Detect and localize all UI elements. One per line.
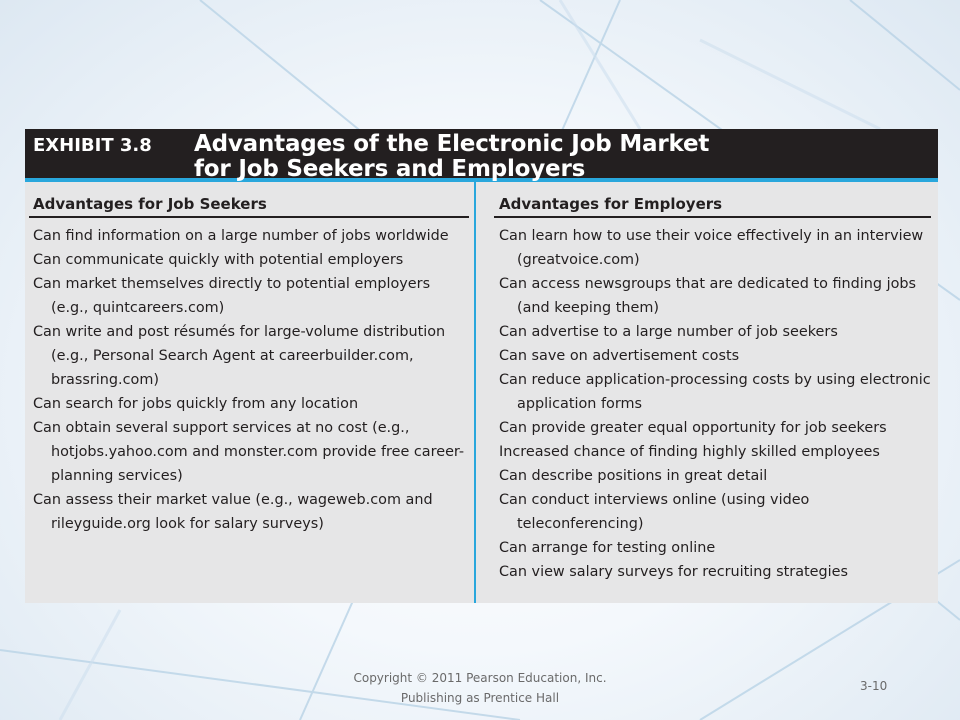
job-seekers-list xyxy=(33,224,469,536)
list-item: Can view salary surveys for recruiting strategies xyxy=(499,564,848,580)
job-seekers-heading-rule xyxy=(29,216,469,218)
list-item: Can obtain several support services at no cost (e.g., hotjobs.yahoo.com and monster.com provide free career-planning services) xyxy=(33,420,465,484)
list-item: Can arrange for testing online xyxy=(499,540,716,556)
exhibit-label: EXHIBIT 3.8 xyxy=(33,135,152,156)
list-item: Can write and post résumés for large-volume distribution (e.g., Personal Search Agent at careerbuilder.com, brassring.com) xyxy=(33,324,446,388)
list-item: Can advertise to a large number of job seekers xyxy=(499,324,838,340)
job-seekers-heading: Advantages for Job Seekers xyxy=(33,195,267,213)
employers-list xyxy=(499,224,935,584)
list-item: Can access newsgroups that are dedicated to finding jobs (and keeping them) xyxy=(499,276,917,316)
list-item: Increased chance of finding highly skilled employees xyxy=(499,444,880,460)
list-item: Can describe positions in great detail xyxy=(499,468,768,484)
list-item: Can save on advertisement costs xyxy=(499,348,740,364)
copyright-line-2: Publishing as Prentice Hall xyxy=(400,691,560,705)
list-item: Can market themselves directly to potential employers (e.g., quintcareers.com) xyxy=(33,276,431,316)
employers-heading: Advantages for Employers xyxy=(499,195,723,213)
copyright-line-1: Copyright © 2011 Pearson Education, Inc. xyxy=(353,671,607,685)
exhibit-title-line-1: Advantages of the Electronic Job Market xyxy=(194,131,710,157)
list-item: Can communicate quickly with potential employers xyxy=(33,252,404,268)
exhibit-title xyxy=(194,132,709,182)
list-item: Can learn how to use their voice effectively in an interview (greatvoice.com) xyxy=(499,228,924,268)
employers-heading-rule xyxy=(494,216,931,218)
page-number: 3-10 xyxy=(860,679,888,693)
exhibit-table xyxy=(25,129,938,603)
exhibit-header xyxy=(25,129,938,182)
list-item: Can conduct interviews online (using video teleconferencing) xyxy=(499,492,810,532)
list-item: Can assess their market value (e.g., wageweb.com and rileyguide.org look for salary surveys) xyxy=(33,492,433,532)
list-item: Can find information on a large number of jobs worldwide xyxy=(33,228,449,244)
copyright-notice xyxy=(300,668,660,708)
list-item: Can search for jobs quickly from any location xyxy=(33,396,359,412)
column-divider xyxy=(474,182,476,603)
list-item: Can reduce application-processing costs by using electronic application forms xyxy=(499,372,931,412)
exhibit-title-line-2: for Job Seekers and Employers xyxy=(194,156,586,182)
list-item: Can provide greater equal opportunity for job seekers xyxy=(499,420,887,436)
